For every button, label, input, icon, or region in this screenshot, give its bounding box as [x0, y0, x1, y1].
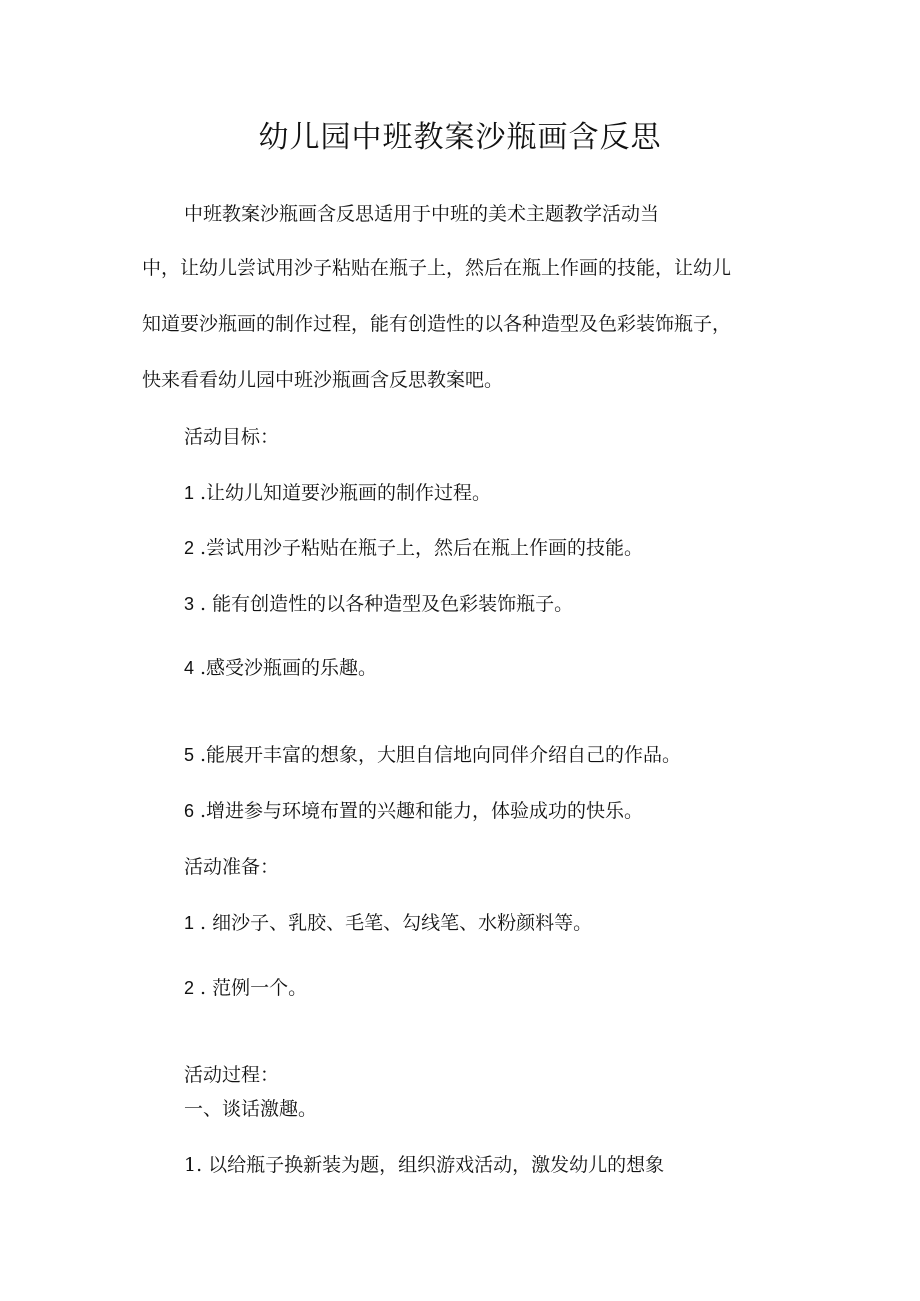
goal-number: 5: [184, 745, 195, 765]
goal-text: .尝试用沙子粘贴在瓶子上，然后在瓶上作画的技能。: [200, 537, 644, 559]
goal-item-6: [184, 799, 643, 823]
prep-text: . 细沙子、乳胶、毛笔、勾线笔、水粉颜料等。: [200, 912, 593, 934]
process-step-1: 1. 以给瓶子换新装为题，组织游戏活动，激发幼儿的想象: [184, 1154, 665, 1176]
intro-line-4: 快来看看幼儿园中班沙瓶画含反思教案吧。: [142, 369, 504, 391]
goal-text: .感受沙瓶画的乐趣。: [200, 657, 378, 679]
goal-text: . 能有创造性的以各种造型及色彩装饰瓶子。: [200, 593, 574, 615]
goal-item-1: [184, 481, 491, 505]
prep-item-1: [184, 911, 592, 935]
intro-line-3: 知道要沙瓶画的制作过程，能有创造性的以各种造型及色彩装饰瓶子，: [142, 313, 732, 335]
intro-line-1: 中班教案沙瓶画含反思适用于中班的美术主题教学活动当: [184, 203, 660, 225]
goal-number: 2: [184, 538, 195, 558]
goals-heading: 活动目标：: [184, 426, 280, 448]
goal-item-5: [184, 743, 681, 767]
goal-item-3: [184, 592, 573, 616]
goal-text: .让幼儿知道要沙瓶画的制作过程。: [200, 482, 492, 504]
prep-number: 1: [184, 913, 195, 933]
document-title: 幼儿园中班教案沙瓶画含反思: [258, 120, 662, 155]
prep-number: 2: [184, 978, 195, 998]
goal-item-4: [184, 656, 377, 680]
goal-number: 6: [184, 801, 195, 821]
goal-number: 4: [184, 658, 195, 678]
goal-number: 1: [184, 483, 195, 503]
process-heading: 活动过程：: [184, 1064, 280, 1086]
process-section-1: 一、谈话激趣。: [184, 1098, 318, 1120]
goal-text: .能展开丰富的想象，大胆自信地向同伴介绍自己的作品。: [200, 744, 682, 766]
prep-text: . 范例一个。: [200, 977, 308, 999]
goal-item-2: [184, 536, 643, 560]
goal-number: 3: [184, 594, 195, 614]
goal-text: .增进参与环境布置的兴趣和能力，体验成功的快乐。: [200, 800, 644, 822]
prep-item-2: [184, 976, 307, 1000]
intro-line-2: 中，让幼儿尝试用沙子粘贴在瓶子上，然后在瓶上作画的技能，让幼儿: [142, 257, 732, 279]
prep-heading: 活动准备：: [184, 856, 280, 878]
